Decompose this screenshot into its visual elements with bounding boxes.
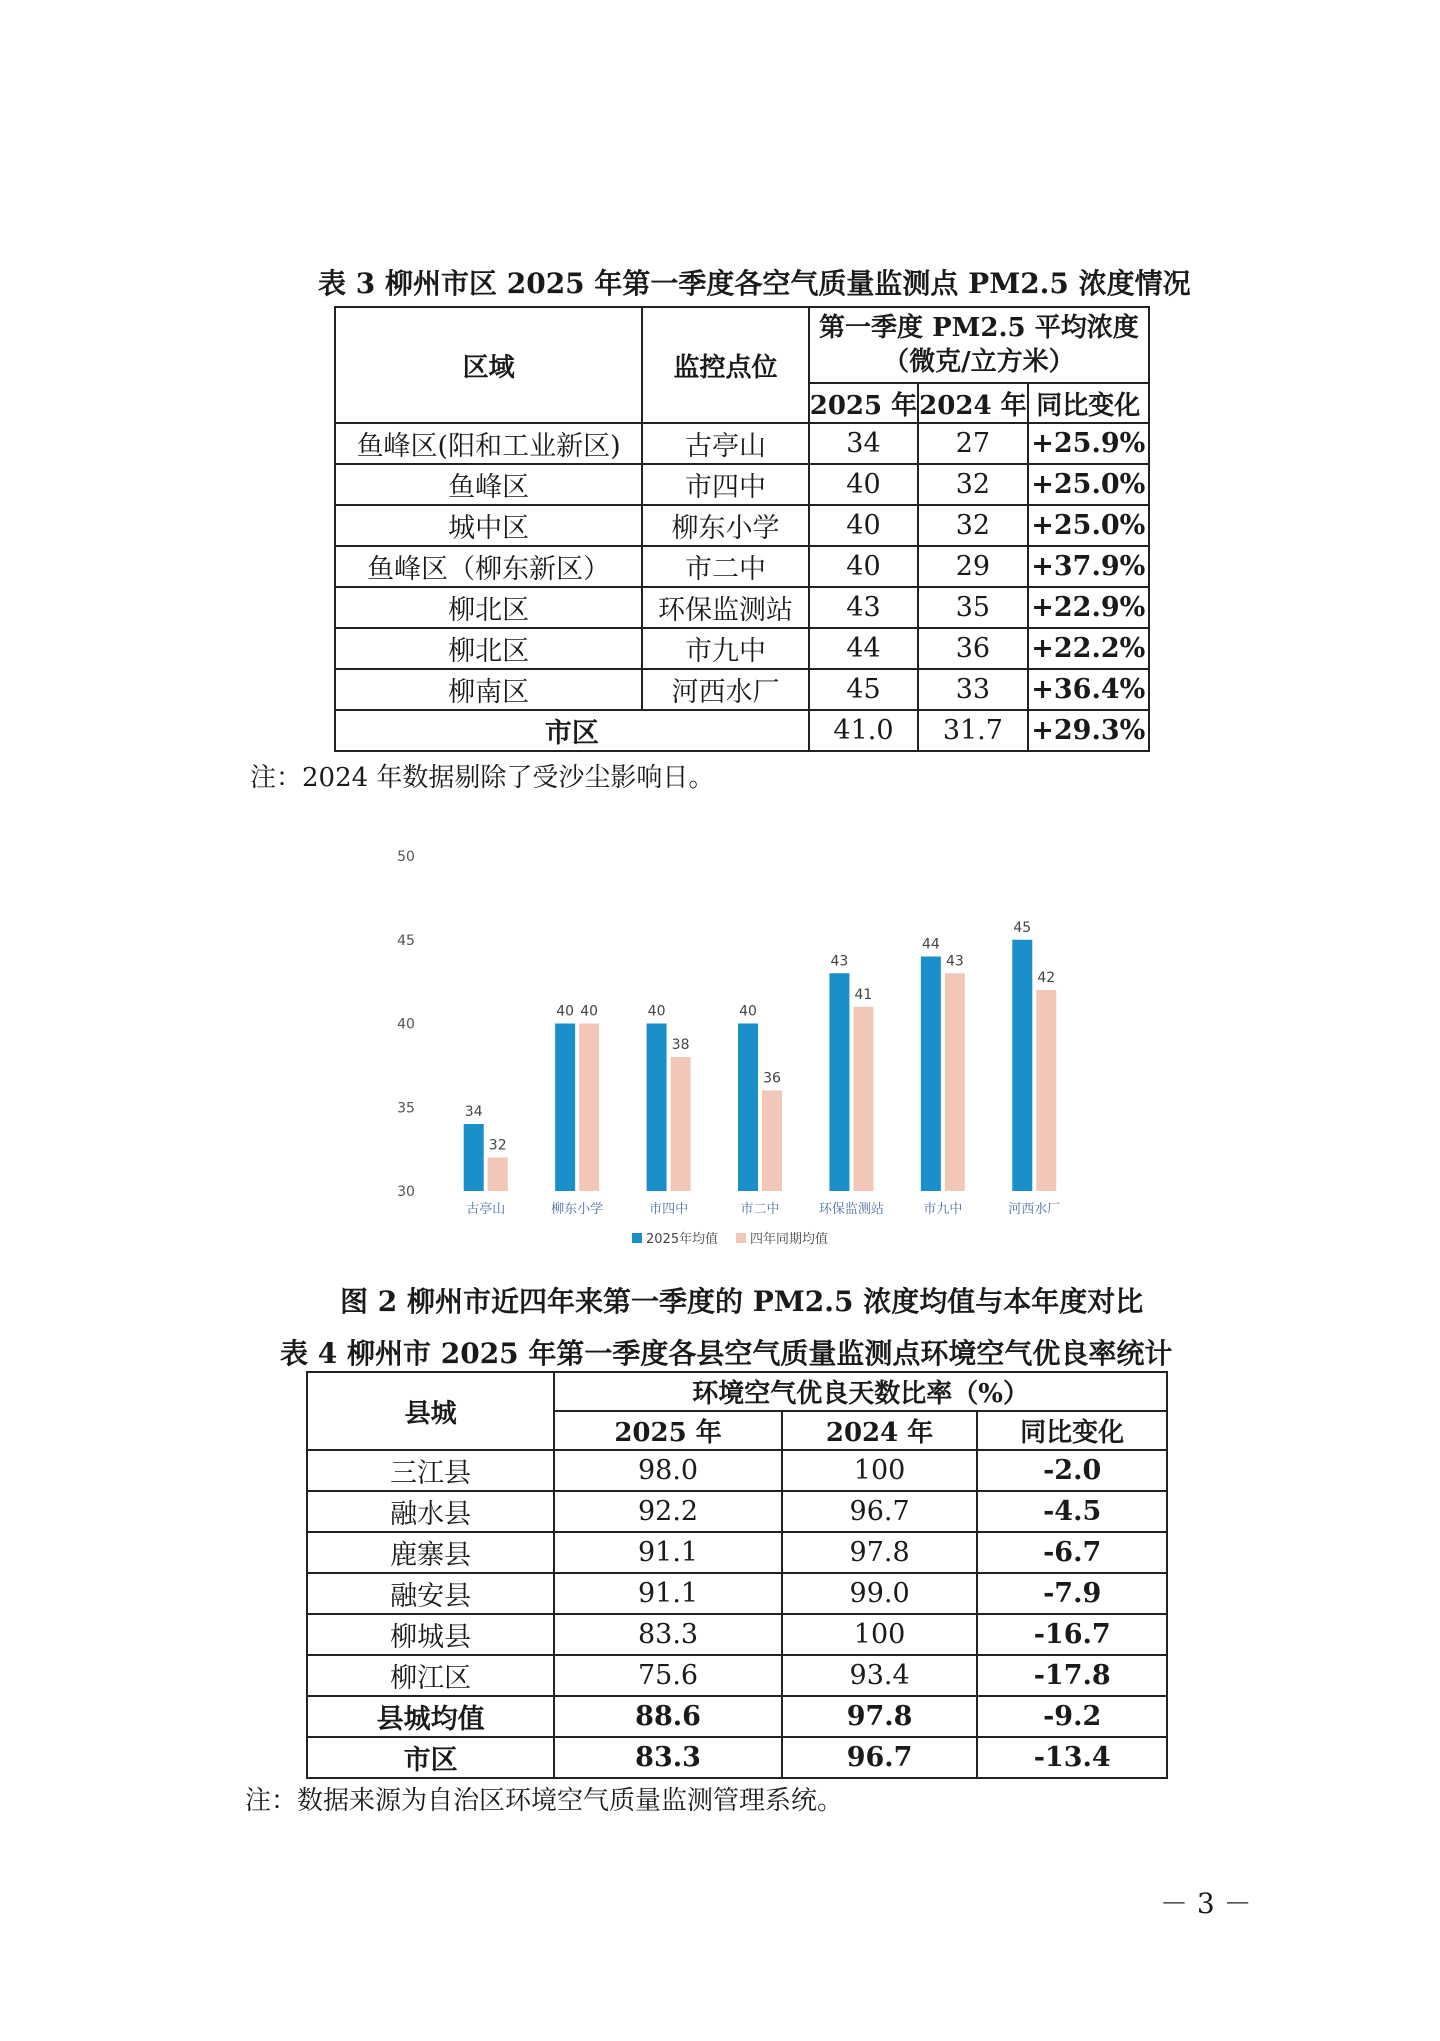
- t4-city-row: [307, 1737, 1167, 1778]
- t4-cell-2024: 93.4: [782, 1655, 978, 1696]
- t3-header-group: 第一季度 PM2.5 平均浓度（微克/立方米）: [809, 307, 1149, 383]
- t4-row: [307, 1655, 1167, 1696]
- bar-y2025: [1012, 940, 1032, 1191]
- t3-cell-2024: 27: [918, 423, 1027, 464]
- bar-value-label: 43: [830, 953, 849, 970]
- table3-note: 注：2024 年数据剔除了受沙尘影响日。: [250, 763, 715, 793]
- page-number: － 3 －: [1160, 1887, 1252, 1920]
- t4-city-2025: 83.3: [554, 1737, 781, 1778]
- t3-cell-2025: 40: [809, 505, 918, 546]
- t4-cell-2025: 91.1: [554, 1573, 781, 1614]
- t4-cell-2024: 96.7: [782, 1491, 978, 1532]
- t4-city-2024: 96.7: [782, 1737, 978, 1778]
- bar-y2025: [921, 957, 941, 1192]
- t3-cell-region: 柳南区: [335, 669, 642, 710]
- t3-cell-2025: 40: [809, 464, 918, 505]
- x-tick-label: 环保监测站: [818, 1202, 884, 1217]
- t4-cell-name: 融安县: [307, 1573, 554, 1614]
- bar-four-year: [762, 1091, 782, 1192]
- bar-four-year: [579, 1024, 599, 1192]
- bar-four-year: [945, 973, 965, 1191]
- t3-cell-region: 柳北区: [335, 628, 642, 669]
- t4-cell-name: 柳城县: [307, 1614, 554, 1655]
- t4-cell-name: 三江县: [307, 1450, 554, 1491]
- bar-four-year: [1036, 990, 1056, 1191]
- bar-y2025: [738, 1024, 758, 1192]
- t3-cell-2024: 35: [918, 587, 1027, 628]
- t3-cell-2024: 29: [918, 546, 1027, 587]
- t3-cell-change: +36.4%: [1028, 669, 1149, 710]
- t4-cell-change: -2.0: [977, 1450, 1167, 1491]
- table4: [306, 1371, 1168, 1779]
- x-tick-label: 柳东小学: [551, 1202, 604, 1217]
- t3-cell-region: 柳北区: [335, 587, 642, 628]
- t4-cell-2025: 83.3: [554, 1614, 781, 1655]
- t4-avg-row: [307, 1696, 1167, 1737]
- t3-cell-change: +22.9%: [1028, 587, 1149, 628]
- t3-row: [335, 505, 1149, 546]
- legend-label: 四年同期均值: [750, 1232, 829, 1247]
- t3-cell-2024: 36: [918, 628, 1027, 669]
- y-tick-label: 50: [397, 849, 415, 865]
- t3-total-change: +29.3%: [1028, 710, 1149, 751]
- t3-cell-region: 鱼峰区（柳东新区）: [335, 546, 642, 587]
- t4-cell-2024: 99.0: [782, 1573, 978, 1614]
- t4-header-2025: 2025 年: [554, 1411, 781, 1450]
- t3-cell-region: 鱼峰区(阳和工业新区): [335, 423, 642, 464]
- t4-cell-change: -7.9: [977, 1573, 1167, 1614]
- t3-cell-2025: 40: [809, 546, 918, 587]
- bar-y2025: [464, 1124, 484, 1191]
- x-tick-label: 古亭山: [466, 1202, 506, 1217]
- t4-cell-change: -6.7: [977, 1532, 1167, 1573]
- table3-caption: 表 3 柳州市区 2025 年第一季度各空气质量监测点 PM2.5 浓度情况: [318, 267, 1191, 300]
- t3-total-2025: 41.0: [809, 710, 918, 751]
- t3-cell-station: 河西水厂: [642, 669, 809, 710]
- bar-value-label: 40: [739, 1003, 757, 1020]
- t3-cell-2025: 43: [809, 587, 918, 628]
- t3-cell-2025: 44: [809, 628, 918, 669]
- t4-row: [307, 1614, 1167, 1655]
- t4-cell-2025: 98.0: [554, 1450, 781, 1491]
- t4-avg-2025: 88.6: [554, 1696, 781, 1737]
- t4-city-change: -13.4: [977, 1737, 1167, 1778]
- t4-avg-name: 县城均值: [307, 1696, 554, 1737]
- t3-cell-region: 鱼峰区: [335, 464, 642, 505]
- legend-label: 2025年均值: [646, 1232, 719, 1247]
- bar-four-year: [671, 1057, 691, 1191]
- y-tick-label: 30: [397, 1184, 415, 1200]
- x-tick-label: 市二中: [740, 1202, 780, 1217]
- t4-cell-2024: 97.8: [782, 1532, 978, 1573]
- x-tick-label: 市四中: [649, 1202, 689, 1217]
- bar-value-label: 45: [1013, 919, 1032, 936]
- bar-value-label: 40: [580, 1003, 599, 1020]
- bar-four-year: [853, 1007, 873, 1191]
- t3-header-station: 监控点位: [642, 307, 809, 423]
- t4-cell-2024: 100: [782, 1614, 978, 1655]
- t4-avg-2024: 97.8: [782, 1696, 978, 1737]
- bar-value-label: 43: [945, 953, 964, 970]
- t4-header-group: 环境空气优良天数比率（%）: [554, 1372, 1167, 1411]
- table4-caption: 表 4 柳州市 2025 年第一季度各县空气质量监测点环境空气优良率统计: [280, 1337, 1173, 1370]
- t3-cell-2025: 34: [809, 423, 918, 464]
- t3-header-2025: 2025 年: [809, 383, 918, 423]
- bar-value-label: 40: [556, 1003, 575, 1020]
- t3-row: [335, 587, 1149, 628]
- t4-city-name: 市区: [307, 1737, 554, 1778]
- bar-value-label: 40: [647, 1003, 666, 1020]
- t3-header-region: 区域: [335, 307, 642, 423]
- t4-row: [307, 1450, 1167, 1491]
- t4-avg-change: -9.2: [977, 1696, 1167, 1737]
- bar-y2025: [647, 1024, 667, 1192]
- t3-cell-change: +37.9%: [1028, 546, 1149, 587]
- t3-cell-station: 古亭山: [642, 423, 809, 464]
- bar-value-label: 41: [854, 986, 873, 1003]
- bar-value-label: 42: [1037, 970, 1056, 986]
- t3-cell-region: 城中区: [335, 505, 642, 546]
- t4-header-change: 同比变化: [977, 1411, 1167, 1450]
- t3-cell-2024: 32: [918, 505, 1027, 546]
- t3-cell-station: 市九中: [642, 628, 809, 669]
- t3-total-2024: 31.7: [918, 710, 1027, 751]
- t4-header-2024: 2024 年: [782, 1411, 978, 1450]
- t3-cell-2024: 33: [918, 669, 1027, 710]
- y-tick-label: 35: [397, 1100, 415, 1117]
- bar-y2025: [555, 1024, 575, 1192]
- bar-value-label: 32: [488, 1137, 507, 1154]
- bar-value-label: 44: [921, 936, 940, 953]
- y-tick-label: 45: [397, 932, 415, 949]
- t4-cell-2025: 75.6: [554, 1655, 781, 1696]
- t4-cell-change: -4.5: [977, 1491, 1167, 1532]
- bar-y2025: [829, 973, 849, 1191]
- bar-value-label: 38: [671, 1037, 690, 1053]
- t3-row: [335, 423, 1149, 464]
- pm25-bar-chart: [370, 836, 1090, 1256]
- t3-cell-change: +25.0%: [1028, 464, 1149, 505]
- t3-header-change: 同比变化: [1028, 383, 1149, 423]
- t4-cell-name: 鹿寨县: [307, 1532, 554, 1573]
- table3: [334, 306, 1150, 752]
- chart-caption: 图 2 柳州市近四年来第一季度的 PM2.5 浓度均值与本年度对比: [340, 1285, 1144, 1318]
- t3-row: [335, 464, 1149, 505]
- t3-cell-change: +25.9%: [1028, 423, 1149, 464]
- t3-header-2024: 2024 年: [918, 383, 1027, 423]
- t4-row: [307, 1573, 1167, 1614]
- t4-header-county: 县城: [307, 1372, 554, 1450]
- t4-cell-2025: 91.1: [554, 1532, 781, 1573]
- legend-swatch: [736, 1233, 746, 1243]
- t4-cell-2025: 92.2: [554, 1491, 781, 1532]
- t4-cell-2024: 100: [782, 1450, 978, 1491]
- t4-cell-change: -16.7: [977, 1614, 1167, 1655]
- t3-cell-2024: 32: [918, 464, 1027, 505]
- t3-cell-station: 市四中: [642, 464, 809, 505]
- legend-swatch: [632, 1233, 642, 1243]
- t3-total-label: 市区: [335, 710, 809, 751]
- t4-row: [307, 1491, 1167, 1532]
- y-tick-label: 40: [397, 1016, 415, 1033]
- bar-four-year: [488, 1158, 508, 1192]
- t3-row: [335, 669, 1149, 710]
- t3-cell-change: +25.0%: [1028, 505, 1149, 546]
- t4-cell-name: 柳江区: [307, 1655, 554, 1696]
- t4-cell-change: -17.8: [977, 1655, 1167, 1696]
- bar-value-label: 36: [763, 1070, 781, 1087]
- x-tick-label: 市九中: [923, 1202, 963, 1217]
- t3-total-row: [335, 710, 1149, 751]
- t3-cell-change: +22.2%: [1028, 628, 1149, 669]
- t4-cell-name: 融水县: [307, 1491, 554, 1532]
- x-tick-label: 河西水厂: [1008, 1202, 1061, 1217]
- t3-cell-station: 市二中: [642, 546, 809, 587]
- t3-cell-station: 环保监测站: [642, 587, 809, 628]
- t3-row: [335, 546, 1149, 587]
- table4-note: 注：数据来源为自治区环境空气质量监测管理系统。: [245, 1786, 844, 1816]
- t4-row: [307, 1532, 1167, 1573]
- t3-cell-2025: 45: [809, 669, 918, 710]
- t3-row: [335, 628, 1149, 669]
- bar-value-label: 34: [464, 1104, 483, 1120]
- t3-cell-station: 柳东小学: [642, 505, 809, 546]
